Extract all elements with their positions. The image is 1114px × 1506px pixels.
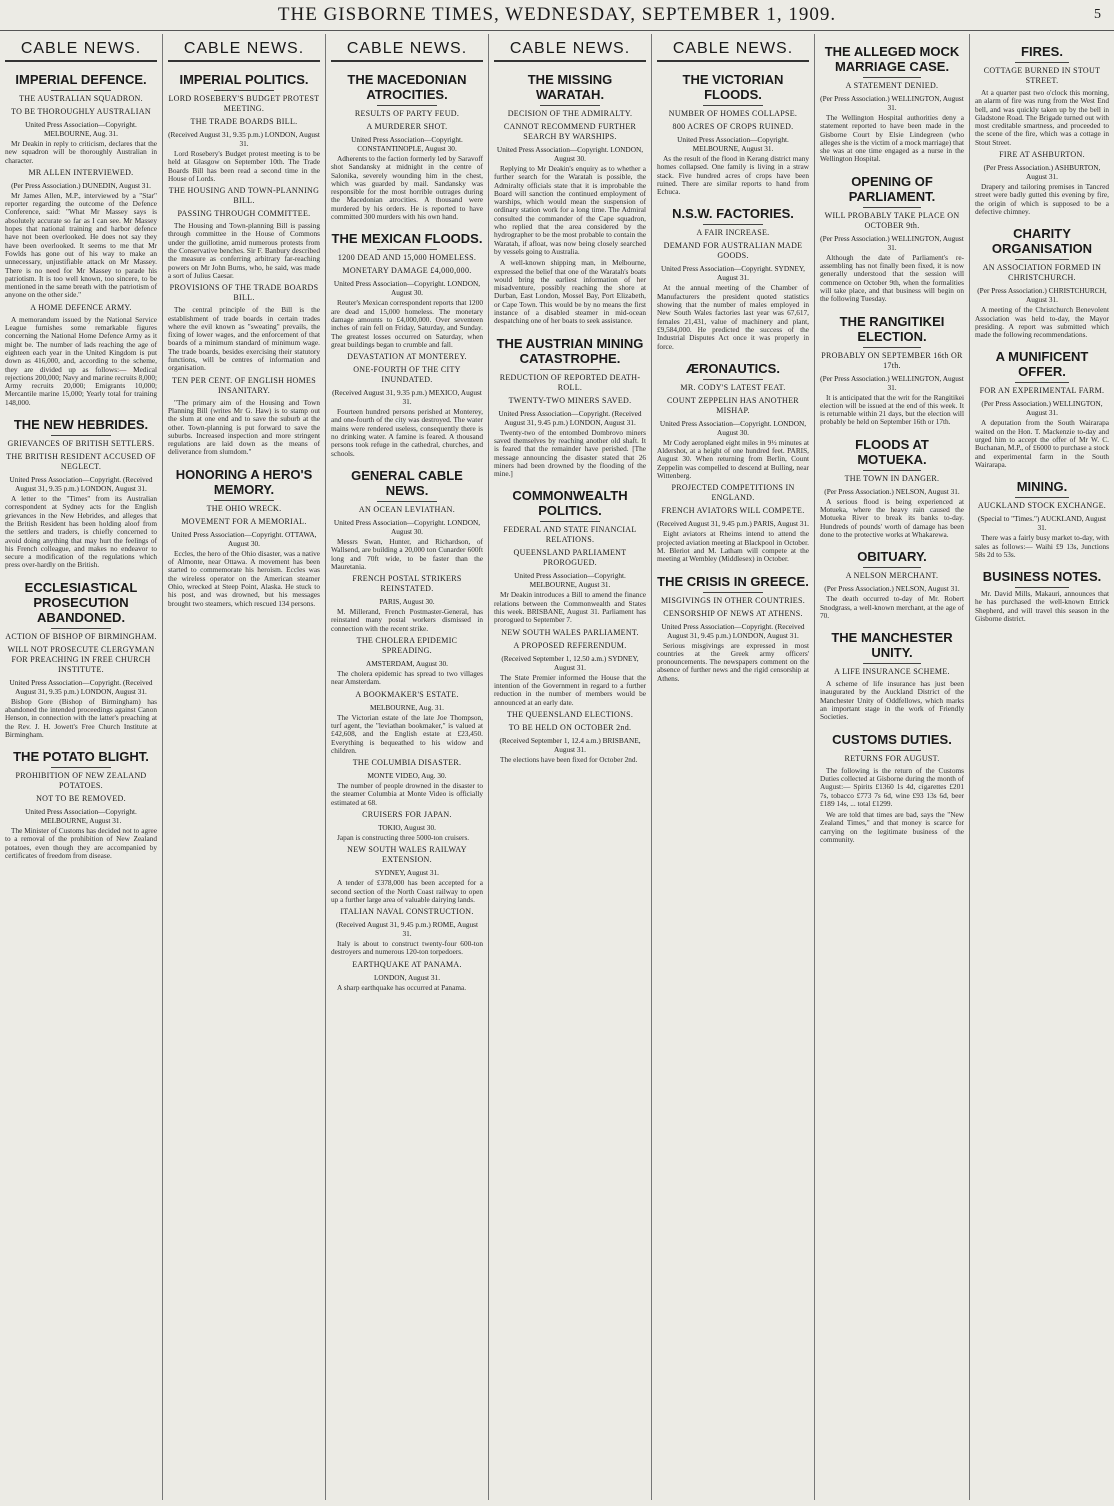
divider [1015,259,1069,260]
article-body: The Victorian estate of the late Joe Thompson, turf agent, the "leviathan bookmaker," is valued at £42,608, and the English estate at £23,450. Everything is bequeathed to his widow and children. [331,712,483,755]
article-subhead-secondary: MONETARY DAMAGE £4,000,000. [342,266,472,276]
article-body: Drapery and tailoring premises in Tancred street were badly gutted this evening by fire, the origin of which is supposed to be a defective chimney. [975,182,1109,216]
article-dateline: MELBOURNE, Aug. 31. [370,702,444,712]
article-subhead: MR ALLEN INTERVIEWED. [28,167,134,177]
article-headline: COMMONWEALTH POLITICS. [512,488,628,519]
news-column [326,34,489,1500]
article-body: The elections have been fixed for October 2nd. [500,754,638,764]
article-headline: ÆRONAUTICS. [686,360,780,376]
article-headline: THE CRISIS IN GREECE. [657,573,809,589]
article-subhead-secondary: PASSING THROUGH COMMITTEE. [177,209,311,219]
article-body: Lord Rosebery's Budget protest meeting is to be held at Glasgow on September 10th. The Trade Boards Bill has been read a second time in the House of Lords. [168,149,320,183]
article-headline: THE MACEDONIAN ATROCITIES. [347,72,467,102]
article-subhead: MISGIVINGS IN OTHER COUNTRIES. [660,595,806,605]
article-subhead-secondary: THE BRITISH RESIDENT ACCUSED OF NEGLECT. [6,452,156,472]
article-body: A sharp earthquake has occurred at Panama. [337,982,467,992]
article-headline: OPENING OF PARLIAMENT. [848,173,936,204]
article-subhead: AN ASSOCIATION FORMED IN CHRISTCHURCH. [982,263,1102,283]
divider [703,379,764,380]
article-subhead: GRIEVANCES OF BRITISH SETTLERS. [7,439,155,449]
divider [1015,62,1069,63]
article-body: At the annual meeting of the Chamber of Manufacturers the president quoted statistics showing that the number of males employed in New South Wales factories last year was 67,617, females 21,431, value of machinery and plant, £9,584,000. He predicted the success of the Industrial Disputes Act once it was properly in force. [657,283,809,351]
article-subhead: A BOOKMAKER'S ESTATE. [355,689,459,699]
divider [863,567,921,568]
article-subhead-secondary: NOT TO BE REMOVED. [36,794,126,804]
article-body: The Housing and Town-planning Bill is passing through committee in the House of Commons under the guillotine, amid numerous protests from the Conservative benches. Sir F. Banbury described the measure as conferring arbitrary far-reaching powers on Mr John Burns, who, he said, was made a sort of Julius Caesar. [168,221,320,280]
article-subhead: THE CHOLERA EPIDEMIC SPREADING. [356,636,458,656]
article-body: The central principle of the Bill is the establishment of trade boards in certain trades where the evil known as "sweating" prevails, the fixing of lower wages, and the enforcement of that boards of a minimum standard of minimum wage. The trade boards, besides exercising their statutory functions, will be centres of information and organisation. [168,305,320,373]
article-body: Mr James Allen, M.P., interviewed by a "Star" reporter regarding the outcome of the Defence Conference, said: "What Mr Massey says is absolutely accurate so far as I can see. Mr Massey hopes that national training and harbor defence have not been overlooked. He does not say they have been overlooked. It seems to me that Mr Fowlds has gone out of his way to make an unnecessary, unjustifiable attack on Mr Massey. There is no need for Mr Massey to parade his patriotism. It is too well known, too sincere, to be mentioned in the same breath with the patriotism of anyone on the other side." [5,190,157,300]
article-body: Mr Deakin in reply to criticism, declares that the new squadron will be thoroughly Australian in character. [5,139,157,165]
article-subhead: 1200 DEAD AND 15,000 HOMELESS. [337,253,477,263]
divider [863,207,921,208]
article-subhead: EARTHQUAKE AT PANAMA. [352,959,462,969]
article-body: A well-known shipping man, in Melbourne, expressed the belief that one of the Waratah's boats would bring the earliest information of her misadventure, possibly reaching the shore at Durban, East London, Mossel Bay, Port Elizabeth, or Cape Town. This would be by no means the first instance of a disabled steamer in mid-ocean despatching one of her boats to seek assistance. [494,258,646,326]
article-headline: FIRES. [1021,44,1063,59]
article-body: Bishop Gore (Bishop of Birmingham) has abandoned the intended proceedings against Canon Henson, in connection with the latter's preaching at the Rev. J. H. Jowett's Free Church Institute at Birmingham. [5,696,157,739]
article-subhead: RESULTS OF PARTY FEUD. [354,109,460,118]
article-dateline: United Press Association—Copyright. MELBOURNE, Aug. 31. [25,120,137,138]
article-body: We are told that times are bad, says the "New Zealand Times," and that money is scarce for carrying on the legitimate business of the community. [820,810,964,844]
article-dateline: PARIS, August 30. [379,597,435,607]
article-subhead: NEW SOUTH WALES RAILWAY EXTENSION. [347,845,467,865]
divider [540,369,601,370]
article-headline: ECCLESIASTICAL PROSECUTION ABANDONED. [24,579,138,625]
article-body: The State Premier informed the House that the intention of the Government in regard to a further reduction in the number of members would be announced at an early date. [494,672,646,707]
article-body: The number of people drowned in the disaster to the steamer Columbia at Monte Video is officially estimated at 68. [331,781,483,807]
article-subhead: THE TOWN IN DANGER. [844,473,940,483]
article-subhead: FEDERAL AND STATE FINANCIAL RELATIONS. [503,525,637,545]
article-body: Eccles, the hero of the Ohio disaster, was a native of Almonte, near Ottawa. A movement has been started to commemorate his heroism. Eccles was the wireless operator on the American steamer Ohio, wrecked at Steep Point, Alaska. He stuck to his post, and was drowned, but his messages brought two steamers, which rescued 134 persons. [168,548,320,608]
article-body: Mr. David Mills, Makauri, announces that he has purchased the well-known Ettrick Shepherd, and will travel this season in the Gisborne district. [975,589,1109,624]
article-body: Twenty-two of the entombed Dombrovo miners saved themselves by reaching another old shaft. It is feared that the remainder have perished. [The message announcing the disaster stated that 26 miners had been drowned by the flooding of the mine.] [494,427,646,479]
divider [51,767,112,768]
article-subhead: NEW SOUTH WALES PARLIAMENT. [501,627,639,637]
article-dateline: (Per Press Association.) CHRISTCHURCH, August 31. [977,286,1107,305]
article-subhead: FOR AN EXPERIMENTAL FARM. [979,386,1105,396]
article-headline: HONORING A HERO'S MEMORY. [175,466,313,497]
divider [51,628,112,629]
article-headline: THE MISSING WARATAH. [527,72,613,102]
article-subhead-secondary: QUEENSLAND PARLIAMENT PROROGUED. [513,548,627,568]
article-subhead: PROBABLY ON SEPTEMBER 16th OR 17th. [821,350,963,370]
news-column [489,34,652,1500]
divider [51,435,112,436]
article-subhead-secondary: DEMAND FOR AUSTRALIAN MADE GOODS. [663,241,803,261]
article-subhead: TEN PER CENT. OF ENGLISH HOMES INSANITARY. [172,375,316,395]
divider [214,90,275,91]
article-body: The Wellington Hospital authorities deny a statement reported to have been made in the Gisborne Court by Elsie Lindegreen (who alleges she is the victim of a mock marriage) that she was at one time engaged as a nurse in the Wellington Hospital. [820,113,964,164]
article-subhead: DEVASTATION AT MONTEREY. [347,352,467,362]
article-headline: CHARITY ORGANISATION [991,226,1093,257]
article-subhead-secondary: WILL NOT PROSECUTE CLERGYMAN FOR PREACHING IN FREE CHURCH INSTITUTE. [7,644,155,674]
article-body: A memorandum issued by the National Service League furnishes some remarkable figures concerning the National Home Defence Army as it might be. The number of lads reaching the age of eighteen each year in the United Kingdom is put down as 416,000, and, according to the scheme, they are divided up as follows:— Medical rejections 200,000; Navy and marine recruits 8,000; Army recruits 20,000; Emigrants 10,000; Mercantile marine 15,000; Yearly total for training 148,000. [5,314,157,407]
article-body: Although the date of Parliament's re-assembling has not finally been fixed, it is now generally understood that the session will commence on October 9th, when the formalities will take place, and that business will begin on the following Tuesday. [820,252,964,304]
article-dateline: (Received September 1, 12.4 a.m.) BRISBANE, August 31. [499,735,641,754]
article-dateline: United Press Association—Copyright. OTTAWA, August 30. [171,529,317,548]
article-headline: THE MEXICAN FLOODS. [331,231,483,247]
divider [377,249,438,250]
article-subhead: REDUCTION OF REPORTED DEATH-ROLL. [499,372,641,392]
article-body: Japan is constructing three 5000-ton cruisers. [337,832,470,842]
article-subhead: PROJECTED COMPETITIONS IN ENGLAND. [671,483,795,503]
article-headline: IMPERIAL POLITICS. [179,72,309,87]
masthead [0,0,1114,31]
article-body: A tender of £378,000 has been accepted for a second section of the North Coast railway to open up a further large area of valuable dairying lands. [331,878,483,904]
article-subhead: THE QUEENSLAND ELECTIONS. [506,709,634,719]
article-body: Reuter's Mexican correspondent reports that 1200 are dead and 15,000 homeless. The monetary damage amounts to £4,000,000. Over seventeen inches of rain fell on Friday, Saturday, and Sunday. The greatest losses occurred on Saturday, when great buildings began to crumble and fall. [331,298,483,349]
divider [863,77,921,78]
article-body: Mr Deakin introduces a Bill to amend the finance relations between the Commonwealth and States this week. BRISBANE, August 31. Parliament has prorogued to September 7. [494,590,646,625]
article-body: Italy is about to construct twenty-four 600-ton destroyers and numerous 120-ton torpedoers. [331,939,483,957]
article-subhead: A STATEMENT DENIED. [845,81,939,90]
article-dateline: (Received August 31, 9.35 p.m.) LONDON, August 31. [168,130,320,148]
article-headline: CUSTOMS DUTIES. [832,731,952,747]
article-headline: OBITUARY. [857,549,927,565]
article-subhead-secondary: TO BE HELD ON OCTOBER 2nd. [508,722,632,732]
article-subhead-secondary: A PROPOSED REFERENDUM. [513,640,627,650]
article-headline: GENERAL CABLE NEWS. [351,467,463,498]
article-headline: BUSINESS NOTES. [982,569,1102,585]
article-dateline: MONTE VIDEO, Aug. 30. [367,771,447,781]
article-subhead: THE AUSTRALIAN SQUADRON. [19,94,143,103]
article-subhead: A HOME DEFENCE ARMY. [30,302,132,312]
article-dateline: (Received August 31, 9.45 p.m.) PARIS, August 31. [657,519,809,529]
article-dateline: United Press Association—Copyright. (Received August 31, 9.45 p.m.) LONDON, August 31. [661,621,805,640]
article-body: As the result of the flood in Kerang district many homes collapsed. One family is living in a straw stack. Five hundred acres of crops have been ruined. There are similar reports to hand from Echuca. [657,154,809,197]
article-headline: THE POTATO BLIGHT. [13,749,149,765]
article-subhead: AN OCEAN LEVIATHAN. [358,504,456,514]
article-subhead-secondary: CANNOT RECOMMEND FURTHER SEARCH BY WARSHIPS. [503,122,637,141]
article-subhead: A NELSON MERCHANT. [845,571,939,581]
divider [863,470,921,471]
article-body: A meeting of the Christchurch Benevolent Association was held to-day, the Mayor presiding. A report was submitted which made the following recommendations. [975,305,1109,340]
page-number: 5 [1094,7,1102,22]
article-dateline: United Press Association—Copyright. (Received August 31, 9.35 p.m.) LONDON, August 31. [9,475,153,494]
article-headline: IMPERIAL DEFENCE. [15,72,147,87]
article-headline: FLOODS AT MOTUEKA. [855,436,929,467]
article-body: Fourteen hundred persons perished at Monterey, and one-fourth of the city was destroyed. The water mains were rendered useless, consequently there is no drinking water. A famine is feared. A thousand persons took refuge in the cathedral, churches, and schools. [331,407,483,458]
article-subhead-secondary: COUNT ZEPPELIN HAS ANOTHER MISHAP. [667,395,799,415]
article-dateline: (Per Press Association.) WELLINGTON, August 31. [820,233,964,252]
article-subhead: LORD ROSEBERY'S BUDGET PROTEST MEETING. [168,94,320,113]
news-column [652,34,815,1500]
divider [1015,497,1069,498]
article-subhead-secondary: A MURDERER SHOT. [366,122,448,131]
article-dateline: United Press Association—Copyright. CONSTANTINOPLE, August 30. [351,135,463,153]
article-body: "The primary aim of the Housing and Town Planning Bill (writes Mr G. Haw) is to stamp out the slum at one end and to save the suburb at the other. Town-planning is put forward to save the suburbs. Increased inspection and more stringent regulations are laid down as the means of deliverance from slumdom." [168,397,320,457]
article-dateline: United Press Association—Copyright. SYDNEY, August 31. [661,264,805,283]
article-dateline: (Received August 31, 9.35 p.m.) MEXICO, August 31. [332,388,482,407]
divider [214,500,275,501]
article-body: A serious flood is being experienced at Motueka, where the heavy rain caused the Motueka River to break its banks to-day. Hundreds of pounds' worth of damage has been done to the protective works at Whakarewa. [820,496,964,539]
article-body: The death occurred to-day of Mr. Robert Snodgrass, a well-known merchant, at the age of 70. [820,594,964,620]
article-headline: THE VICTORIAN FLOODS. [682,72,784,102]
article-subhead: PROHIBITION OF NEW ZEALAND POTATOES. [15,771,147,791]
article-subhead-secondary: MOVEMENT FOR A MEMORIAL. [181,516,307,526]
article-subhead: PROVISIONS OF THE TRADE BOARDS BILL. [169,283,319,303]
article-body: Messrs Swan, Hunter, and Richardson, of Wallsend, are building a 20,000 ton Cunarder 600ft long and 70ft wide, to be faster than the Mauretania. [331,536,483,571]
article-body: Mr Cody aeroplaned eight miles in 9½ minutes at Aldershot, at a height of one hundred feet. PARIS, August 30. When returning from Berlin, Count Zeppelin was compelled to descend at Bulling, near Wittenberg. [657,437,809,481]
article-body: The Minister of Customs has decided not to agree to a removal of the prohibition of New Zealand potatoes, even though they are accompanied by certificates of freedom from disease. [5,826,157,861]
article-subhead: THE HOUSING AND TOWN-PLANNING BILL. [168,186,320,206]
divider [1015,382,1069,383]
news-column [0,34,163,1500]
article-subhead-secondary: TO BE THOROUGHLY AUSTRALIAN [11,107,151,116]
article-subhead: RETURNS FOR AUGUST. [844,753,940,763]
article-dateline: TOKIO, August 30. [378,822,436,832]
article-headline: MINING. [1016,479,1068,495]
article-dateline: LONDON, August 31. [373,972,441,982]
article-dateline: United Press Association—Copyright. (Received August 31, 9.35 p.m.) LONDON, August 31. [9,677,153,696]
divider [703,592,764,593]
article-subhead: ITALIAN NAVAL CONSTRUCTION. [340,907,474,917]
article-dateline: (Special to "Times.") AUCKLAND, August 31. [977,514,1107,533]
article-subhead: CRUISERS FOR JAPAN. [362,809,452,819]
column-header: CABLE NEWS. [494,40,646,62]
article-dateline: United Press Association—Copyright. LONDON, August 30. [659,418,807,437]
column-header: CABLE NEWS. [657,40,809,62]
article-body: There was a fairly busy market to-day, with sales as follows:— Waihi £9 13s, Junctions 58s 2d to 53s. [975,533,1109,559]
article-dateline: (Received September 1, 12.50 a.m.) SYDNEY, August 31. [501,653,639,672]
article-headline: THE RANGITIKEI ELECTION. [839,313,945,344]
divider [863,750,921,751]
news-column [163,34,326,1500]
article-headline: THE ALLEGED MOCK MARRIAGE CASE. [824,44,960,74]
article-subhead-secondary: THE TRADE BOARDS BILL. [190,117,298,126]
article-subhead: THE OHIO WRECK. [206,503,282,513]
article-subhead: ACTION OF BISHOP OF BIRMINGHAM. [5,631,157,641]
article-dateline: (Per Press Association.) WELLINGTON, August 31. [820,94,964,112]
article-subhead: A FAIR INCREASE. [696,228,770,238]
article-subhead: COTTAGE BURNED IN STOUT STREET. [983,66,1101,85]
article-dateline: United Press Association—Copyright. MELBOURNE, August 31. [514,571,626,590]
article-headline: THE AUSTRIAN MINING CATASTROPHE. [496,335,644,366]
article-dateline: (Per Press Association.) NELSON, August 31. [824,584,960,594]
article-body: Adherents to the faction formerly led by Saravoff shot Sandansky at midnight in the centre of Salonika, severely wounding him in the chest, which was guarded by mail. Sandansky was responsible for the most horrible outrages during the Macedonian atrocities. A thousand were murdered by his orders. He is reported to have committed 300 murders with his own hand. [331,154,483,222]
article-body: At a quarter past two o'clock this morning, an alarm of fire was rung from the West End bell, and was quickly taken up by the bell in Gladstone Road. The Brigade turned out with most creditable smartness, and proceeded to the scene of the fire, which was a cottage in Stout Street. [975,88,1109,147]
article-dateline: United Press Association—Copyright. MELBOURNE, August 31. [25,807,137,826]
masthead-title: THE GISBORNE TIMES, WEDNESDAY, SEPTEMBER 1, 1909. [277,4,837,25]
column-header: CABLE NEWS. [5,40,157,62]
divider [703,105,764,106]
article-body: Replying to Mr Deakin's enquiry as to whether a further search for the Waratah is possible, the Admiralty officials state that it is improbable the Board will sanction the continued employment of warships, which would mean the suspension of ordinary station work for a long time. The Admiral consulted the commander of the Cape squadron, who replied that the area considered by the hydrographer to be the most probable to contain the Waratah, if afloat, was now being closely searched by vessels going to Australia. [494,164,646,256]
article-dateline: (Per Press Association.) NELSON, August 31. [824,486,960,496]
article-body: M. Millerand, French Postmaster-General, has reinstated many postal workers dismissed in connection with the recent strike. [331,607,483,633]
divider [863,663,921,664]
article-dateline: United Press Association—Copyright. LONDON, August 30. [496,145,644,163]
article-body: A deputation from the South Wairarapa waited on the Hon. T. Mackenzie to-day and urged him to accept the offer of Mr W. C. Buchanan, M.P., of £6000 to purchase a stock and experimental farm in the South Wairarapa. [975,418,1109,469]
article-body: A scheme of life insurance has just been inaugurated by the Auckland District of the Manchester Unity of Oddfellows, which marks an important stage in the work of Friendly Societies. [820,679,964,722]
divider [703,224,764,225]
article-subhead-secondary: FRENCH AVIATORS WILL COMPETE. [661,506,805,516]
article-dateline: United Press Association—Copyright. LONDON, August 30. [333,517,481,536]
article-body: The cholera epidemic has spread to two villages near Amsterdam. [331,669,483,687]
article-body: The following is the return of the Customs Duties collected at Gisborne during the month of August:— Spirits £1360 1s 4d, cigarettes £201 7s, tobacco £773 7s 6d, wine £93 13s 6d, beer £189 14s, ... total £1299. [820,765,964,808]
article-headline: THE NEW HEBRIDES. [13,417,149,433]
article-subhead-secondary: ONE-FOURTH OF THE CITY INUNDATED. [353,365,461,385]
article-subhead: MR. CODY'S LATEST FEAT. [680,382,786,392]
divider [540,521,601,522]
article-subhead: DECISION OF THE ADMIRALTY. [507,109,633,118]
article-dateline: SYDNEY, August 31. [375,868,439,878]
divider [377,501,438,502]
article-dateline: (Per Press Association.) WELLINGTON, August 31. [981,399,1103,418]
article-subhead-secondary: 800 ACRES OF CROPS RUINED. [672,122,794,131]
article-dateline: United Press Association—Copyright. (Received August 31, 9.45 p.m.) LONDON, August 31. [498,408,642,427]
article-subhead: WILL PROBABLY TAKE PLACE ON OCTOBER 9th. [824,210,960,230]
article-dateline: (Per Press Association.) WELLINGTON, August 31. [820,373,964,392]
divider [377,105,438,106]
article-headline: A MUNIFICENT OFFER. [995,349,1089,380]
article-dateline: United Press Association—Copyright. MELBOURNE, August 31. [677,135,789,153]
article-dateline: (Received August 31, 9.45 p.m.) ROME, August 31. [335,920,479,939]
divider [540,105,601,106]
article-subhead: FRENCH POSTAL STRIKERS REINSTATED. [352,574,462,594]
article-subhead-secondary: CENSORSHIP OF NEWS AT ATHENS. [663,608,803,618]
article-subhead: THE COLUMBIA DISASTER. [352,758,462,768]
article-dateline: (Per Press Association.) DUNEDIN, August 31. [11,180,151,190]
article-body: It is anticipated that the writ for the Rangitikei election will be issued at the end of this week. It is returnable within 21 days, but the election will probably be held on September 16th or 17th. [820,392,964,427]
column-header: CABLE NEWS. [331,40,483,62]
article-subhead: NUMBER OF HOMES COLLAPSE. [668,109,798,118]
article-body: Eight aviators at Rheims intend to attend the projected aviation meeting at Blackpool in October. M. Bleriot and M. Latham will compete at the meeting at Wembley (Middlesex) in October. [657,529,809,564]
divider [1015,587,1069,588]
article-body: Serious misgivings are expressed in most countries at the Greek army officers' pronouncements. The newspapers comment on the absence of further news and the rigid censorship at Athens. [657,640,809,683]
news-column [815,34,970,1500]
article-body: A letter to the "Times" from its Australian correspondent at Sydney acts for the English grievances in the New Hebrides, and alleges that the British Resident has been holding aloof from the settlers and traders, is chiefly concerned to avoid doing anything that may hurt the feelings of his French colleague, and makes no endeavor to secure a modification of the regulations which press over-hardly on the British. [5,494,157,570]
divider [863,347,921,348]
article-dateline: United Press Association—Copyright. LONDON, August 30. [333,279,481,298]
column-header: CABLE NEWS. [168,40,320,62]
article-subhead-secondary: TWENTY-TWO MINERS SAVED. [508,395,632,405]
article-subhead: AUCKLAND STOCK EXCHANGE. [977,501,1107,511]
news-column [970,34,1114,1500]
article-headline: THE MANCHESTER UNITY. [831,630,953,661]
divider [51,90,112,91]
article-dateline: (Per Press Association.) ASHBURTON, August 31. [983,163,1101,182]
article-headline: N.S.W. FACTORIES. [672,206,794,222]
article-dateline: AMSTERDAM, August 30. [366,659,448,669]
article-subhead: FIRE AT ASHBURTON. [999,150,1085,160]
article-subhead: A LIFE INSURANCE SCHEME. [834,667,950,677]
